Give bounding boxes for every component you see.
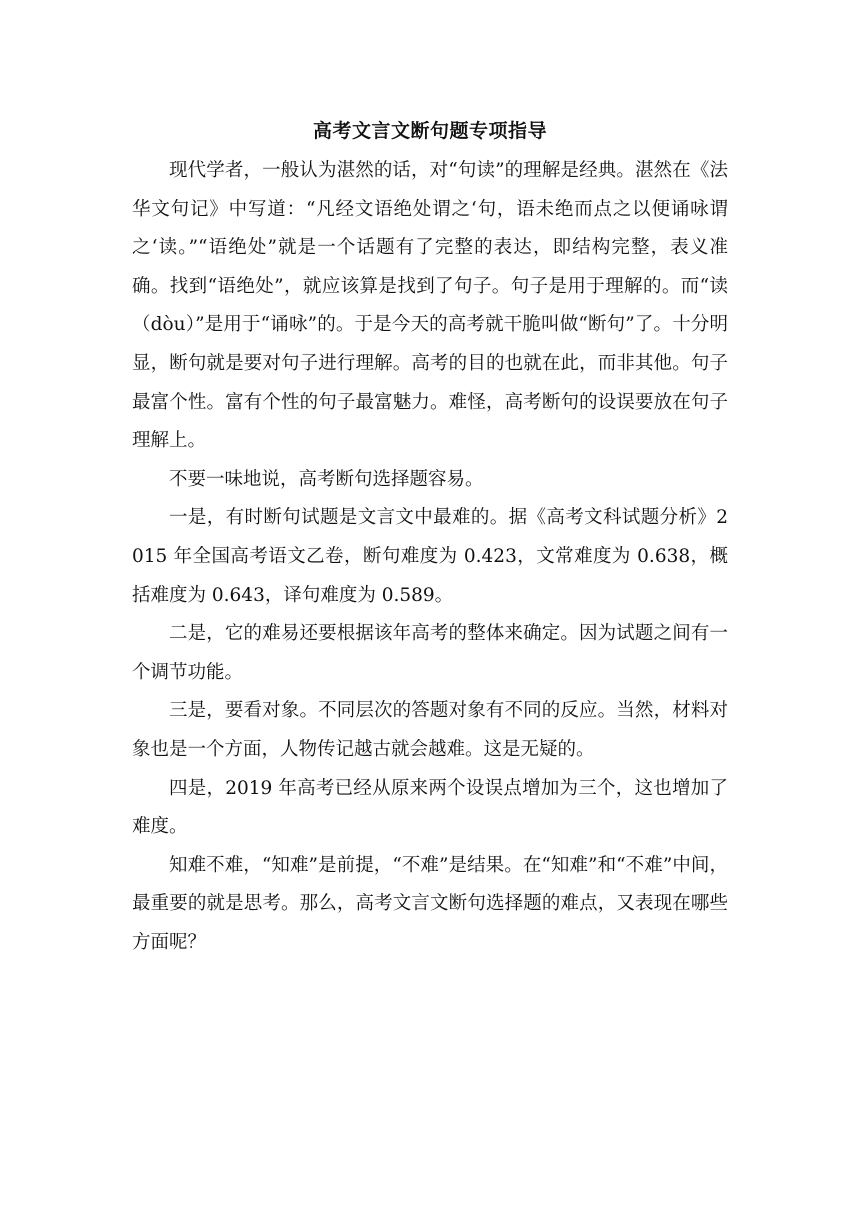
paragraph-1: 现代学者，一般认为湛然的话，对“句读”的理解是经典。湛然在《法华文句记》中写道：“凡经文语绝处谓之‘句，语未绝而点之以便诵咏谓之‘读。”“语绝处”就是一个话题有了完整的表达，即结构完整，表义准确。找到“语绝处”，就应该算是找到了句子。句子是用于理解的。而“读（dòu）”是用于“诵咏”的。于是今天的高考就干脆叫做“断句”了。十分明显，断句就是要对句子进行理解。高考的目的也就在此，而非其他。句子最富个性。富有个性的句子最富魅力。难怪，高考断句的设误要放在句子理解上。 (132, 160, 728, 452)
paragraph-2: 不要一味地说，高考断句选择题容易。 (169, 468, 484, 490)
paragraph-5: 三是，要看对象。不同层次的答题对象有不同的反应。当然，材料对象也是一个方面，人物传记越古就会越难。这是无疑的。 (132, 700, 728, 760)
document-body (132, 152, 728, 962)
paragraph-3: 一是，有时断句试题是文言文中最难的。据《高考文科试题分析》2015 年全国高考语文乙卷，断句难度为 0.423，文常难度为 0.638，概括难度为 0.643，译句难度为 0.589。 (132, 507, 728, 606)
paragraph-7: 知难不难，“知难”是前提，“不难”是结果。在“知难”和“不难”中间，最重要的就是思考。那么，高考文言文断句选择题的难点，又表现在哪些方面呢？ (132, 854, 728, 953)
paragraph-6: 四是，2019 年高考已经从原来两个设误点增加为三个，这也增加了难度。 (132, 777, 728, 838)
paragraph-4: 二是，它的难易还要根据该年高考的整体来确定。因为试题之间有一个调节功能。 (132, 623, 728, 683)
document-title: 高考文言文断句题专项指导 (312, 120, 547, 142)
